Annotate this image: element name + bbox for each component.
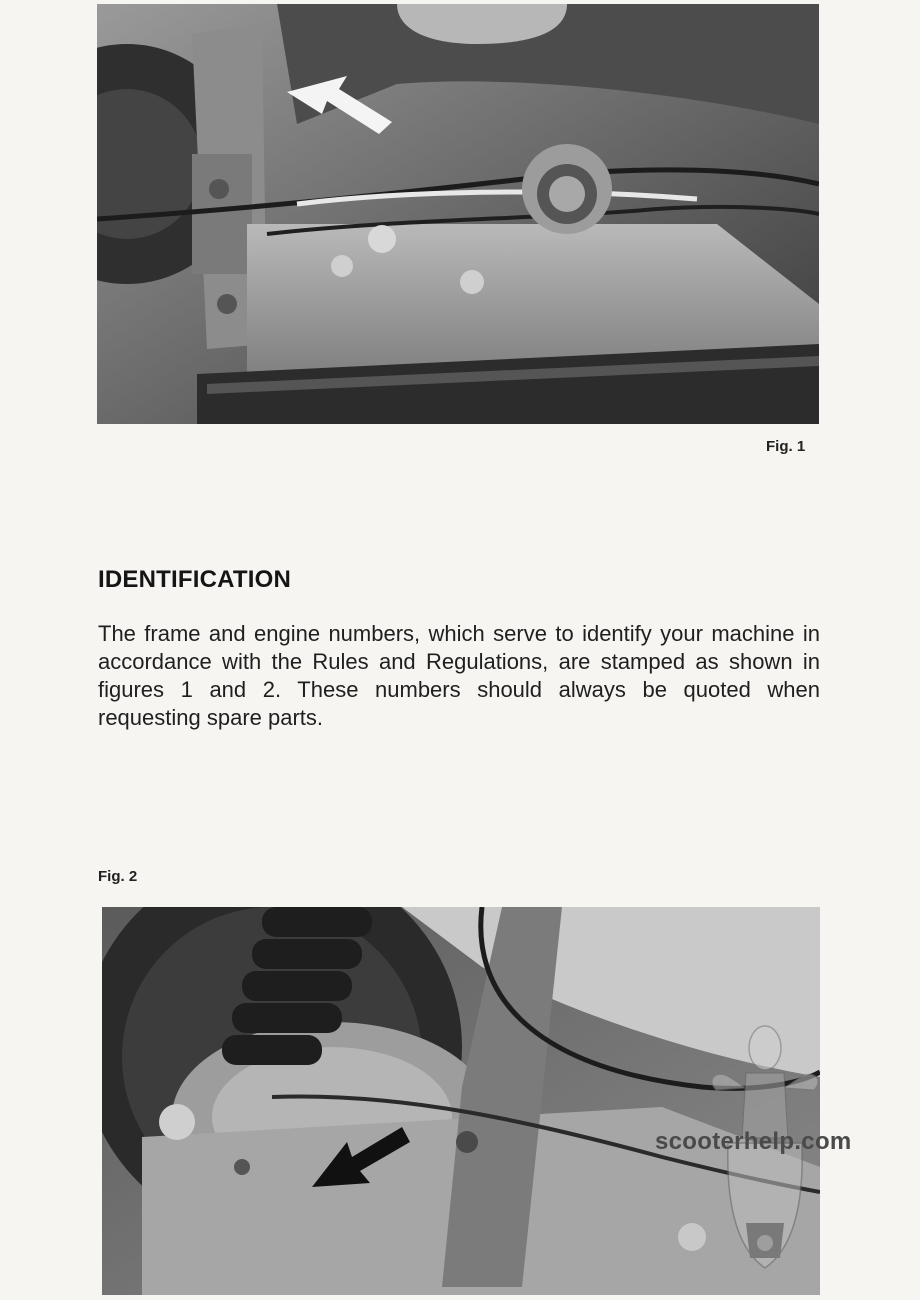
figure-1-label: Fig. 1 xyxy=(766,438,806,455)
section-heading: IDENTIFICATION xyxy=(98,566,292,593)
body-paragraph: The frame and engine numbers, which serve to identify your machine in accordance with the Rules and Regulations, are stamped as shown in figures 1 and 2. These numbers should always be quoted when requesting spare parts. xyxy=(98,621,820,730)
engine-frame-number-photo xyxy=(97,4,819,424)
figure-1-photo xyxy=(97,4,819,424)
figure-2-label: Fig. 2 xyxy=(98,868,138,885)
watermark-text: scooterhelp.com xyxy=(655,1128,852,1155)
